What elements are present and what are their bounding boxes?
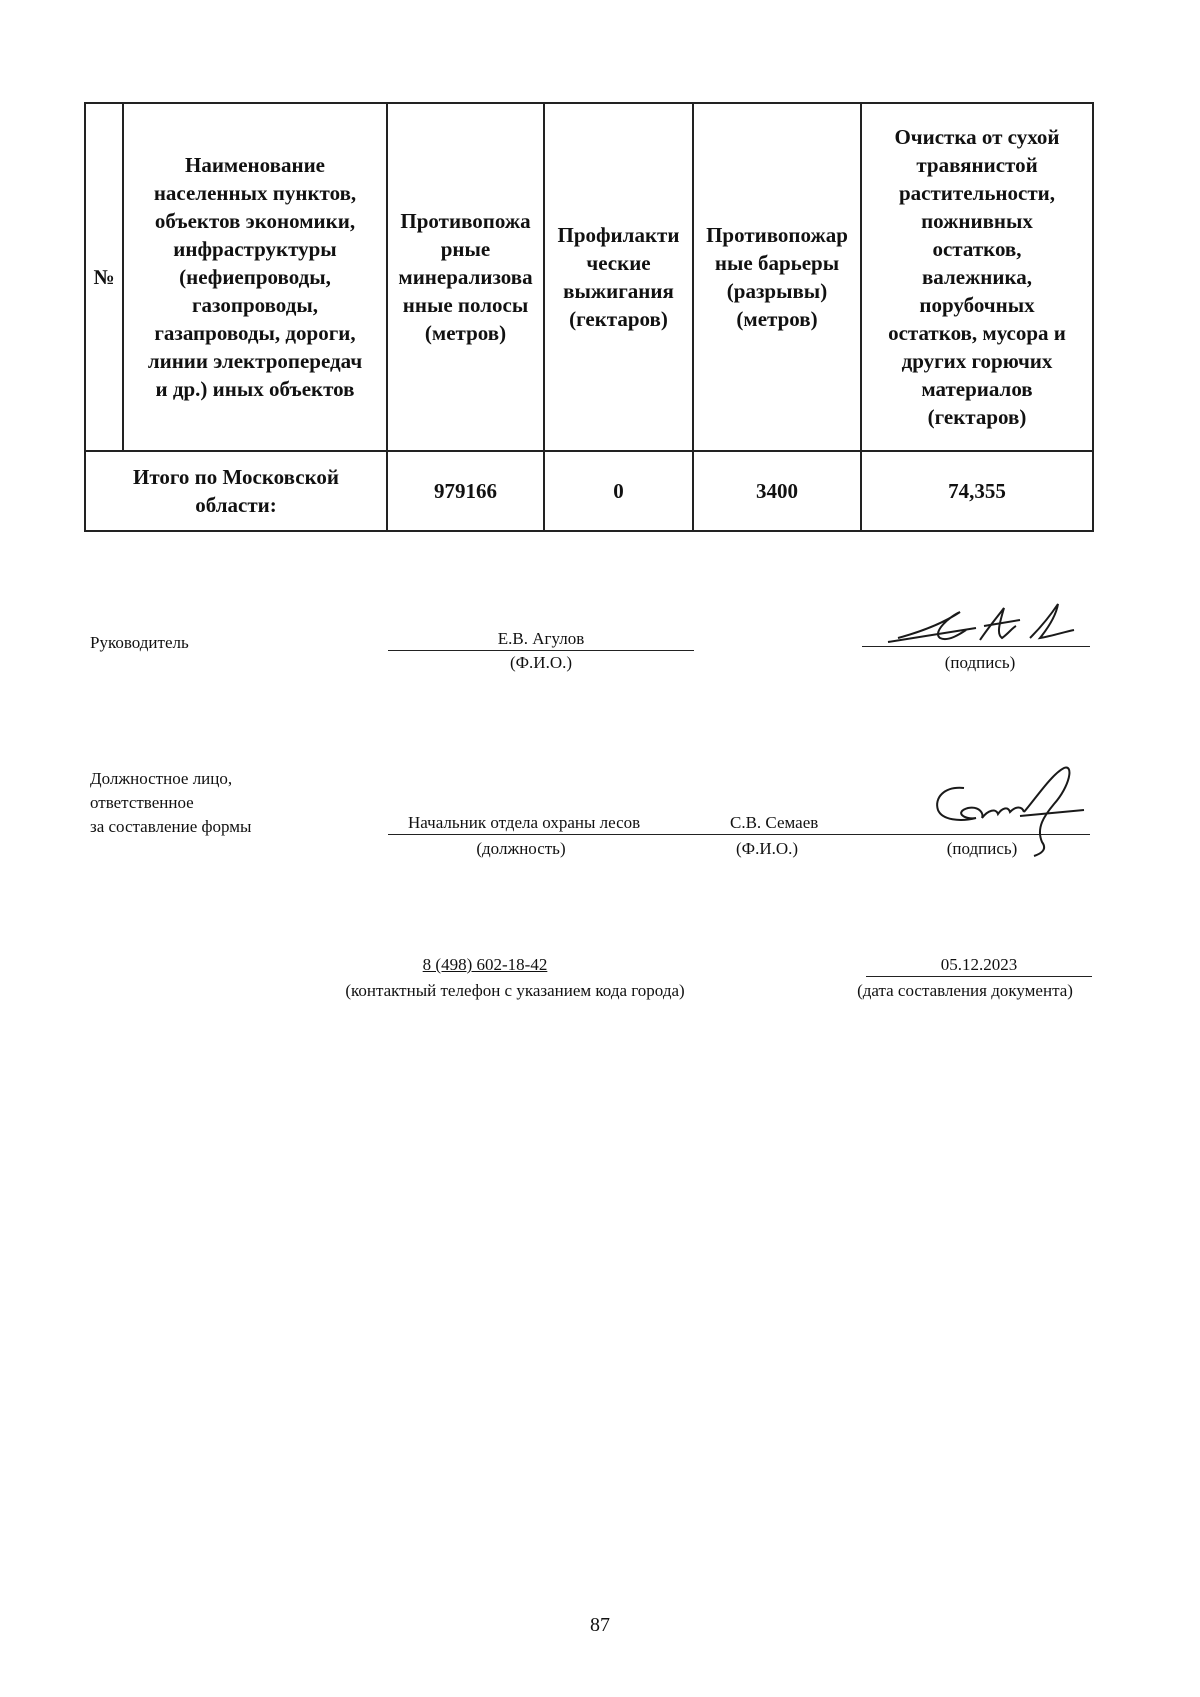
official-position: Начальник отдела охраны лесов xyxy=(408,813,641,832)
total-fire-barriers: 3400 xyxy=(693,451,861,531)
official-role-line3: за составление формы xyxy=(90,817,252,836)
official-name: С.В. Семаев xyxy=(730,813,819,832)
document-date: 05.12.2023 xyxy=(866,954,1092,977)
official-name-caption: (Ф.И.О.) xyxy=(736,839,799,858)
header-number: № xyxy=(85,103,123,451)
page-number: 87 xyxy=(590,1614,610,1636)
header-cleaning: Очистка от сухой травянистой растительности, пожнивных остатков, валежника, порубочных остатков, мусора и других горючих материалов (гектаров) xyxy=(861,103,1093,451)
header-fire-barriers: Противопожар ные барьеры (разрывы) (метров) xyxy=(693,103,861,451)
header-mineralized-strips: Противопожа рные минерализова нные полосы (метров) xyxy=(387,103,544,451)
document-date-caption: (дата составления документа) xyxy=(857,981,1073,1000)
total-preventive-burning: 0 xyxy=(544,451,693,531)
summary-table xyxy=(84,102,1094,532)
contact-phone xyxy=(340,954,630,976)
header-preventive-burning: Профилакти ческие выжигания (гектаров) xyxy=(544,103,693,451)
head-signature xyxy=(880,598,1080,654)
head-signature-caption: (подпись) xyxy=(944,653,1016,672)
table-total-row xyxy=(85,451,1093,531)
header-object-names: Наименование населенных пунктов, объектов экономики, инфраструктуры (нефиепроводы, газопроводы, газапроводы, дороги, линии электропередач и др.) иных объектов xyxy=(123,103,387,451)
official-position-caption: (должность) xyxy=(476,839,566,858)
table-header-row xyxy=(85,103,1093,451)
official-role-line1: Должностное лицо, xyxy=(90,769,233,788)
head-name-caption: (Ф.И.О.) xyxy=(509,653,573,672)
total-cleaning: 74,355 xyxy=(861,451,1093,531)
head-role-label: Руководитель xyxy=(90,633,189,652)
official-role-line2: ответственное xyxy=(90,793,194,812)
contact-phone-value: 8 (498) 602-18-42 xyxy=(422,955,548,974)
contact-phone-caption: (контактный телефон с указанием кода города) xyxy=(345,981,685,1000)
head-name: Е.В. Агулов xyxy=(388,628,694,651)
total-label: Итого по Московской области: xyxy=(85,451,387,531)
total-mineralized-strips: 979166 xyxy=(387,451,544,531)
official-signature-caption: (подпись) xyxy=(946,839,1018,858)
